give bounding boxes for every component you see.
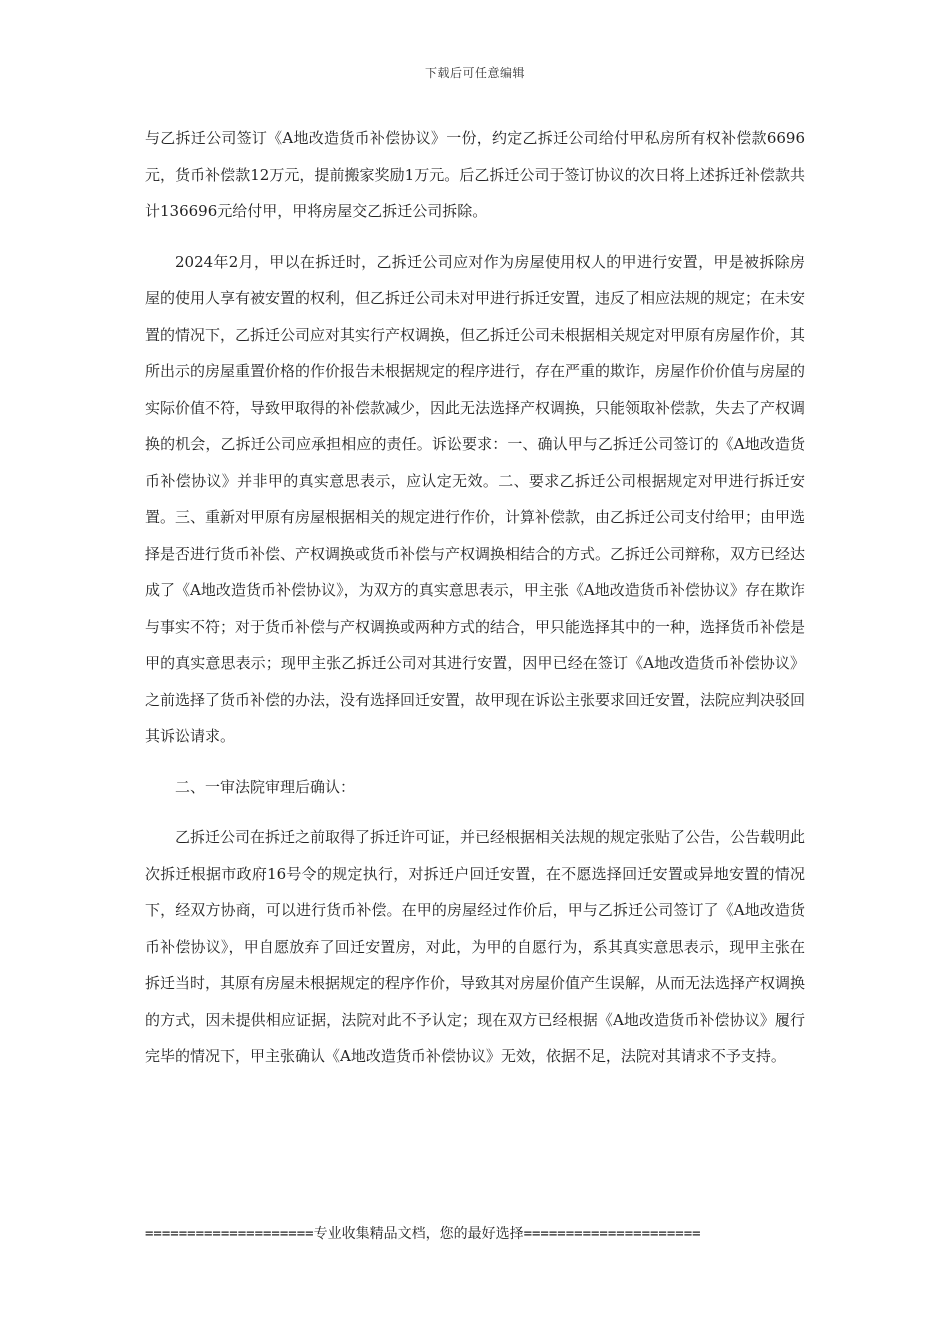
paragraph-lawsuit-claims: 2024年2月，甲以在拆迁时，乙拆迁公司应对作为房屋使用权人的甲进行安置，甲是被拆除房屋的使用人享有被安置的权利，但乙拆迁公司未对甲进行拆迁安置，违反了相应法规的规定；在未安置的情况下，乙拆迁公司应对其实行产权调换，但乙拆迁公司未根据相关规定对甲原有房屋作价，其所出示的房屋重置价格的作价报告未根据规定的程序进行，存在严重的欺诈，房屋作价价值与房屋的实际价值不符，导致甲取得的补偿款减少，因此无法选择产权调换，只能领取补偿款，失去了产权调换的机会，乙拆迁公司应承担相应的责任。诉讼要求：一、确认甲与乙拆迁公司签订的《A地改造货币补偿协议》并非甲的真实意思表示，应认定无效。二、要求乙拆迁公司根据规定对甲进行拆迁安置。三、重新对甲原有房屋根据相关的规定进行作价，计算补偿款，由乙拆迁公司支付给甲；由甲选择是否进行货币补偿、产权调换或货币补偿与产权调换相结合的方式。乙拆迁公司辩称，双方已经达成了《A地改造货币补偿协议》，为双方的真实意思表示，甲主张《A地改造货币补偿协议》存在欺诈与事实不符；对于货币补偿与产权调换或两种方式的结合，甲只能选择其中的一种，选择货币补偿是甲的真实意思表示；现甲主张乙拆迁公司对其进行安置，因甲已经在签订《A地改造货币补偿协议》之前选择了货币补偿的办法，没有选择回迁安置，故甲现在诉讼主张要求回迁安置，法院应判决驳回其诉讼请求。 <box>145 252 806 745</box>
page-footer: ====================专业收集精品文档，您的最好选择===================== <box>145 1226 701 1242</box>
document-body <box>145 120 805 1075</box>
page-header: 下载后可任意编辑 <box>424 66 525 80</box>
section-heading-first-instance: 二、一审法院审理后确认： <box>175 777 356 796</box>
paragraph-court-findings: 乙拆迁公司在拆迁之前取得了拆迁许可证，并已经根据相关法规的规定张贴了公告，公告载明此次拆迁根据市政府16号令的规定执行，对拆迁户回迁安置，在不愿选择回迁安置或异地安置的情况下，经双方协商，可以进行货币补偿。在甲的房屋经过作价后，甲与乙拆迁公司签订了《A地改造货币补偿协议》，甲自愿放弃了回迁安置房，对此，为甲的自愿行为，系其真实意思表示，现甲主张在拆迁当时，其原有房屋未根据规定的程序作价，导致其对房屋价值产生误解，从而无法选择产权调换的方式，因未提供相应证据，法院对此不予认定；现在双方已经根据《A地改造货币补偿协议》履行完毕的情况下，甲主张确认《A地改造货币补偿协议》无效，依据不足，法院对其请求不予支持。 <box>145 828 806 1065</box>
paragraph-compensation-agreement: 与乙拆迁公司签订《A地改造货币补偿协议》一份，约定乙拆迁公司给付甲私房所有权补偿款6696元，货币补偿款12万元，提前搬家奖励1万元。后乙拆迁公司于签订协议的次日将上述拆迁补偿款共计136696元给付甲，甲将房屋交乙拆迁公司拆除。 <box>145 129 805 220</box>
